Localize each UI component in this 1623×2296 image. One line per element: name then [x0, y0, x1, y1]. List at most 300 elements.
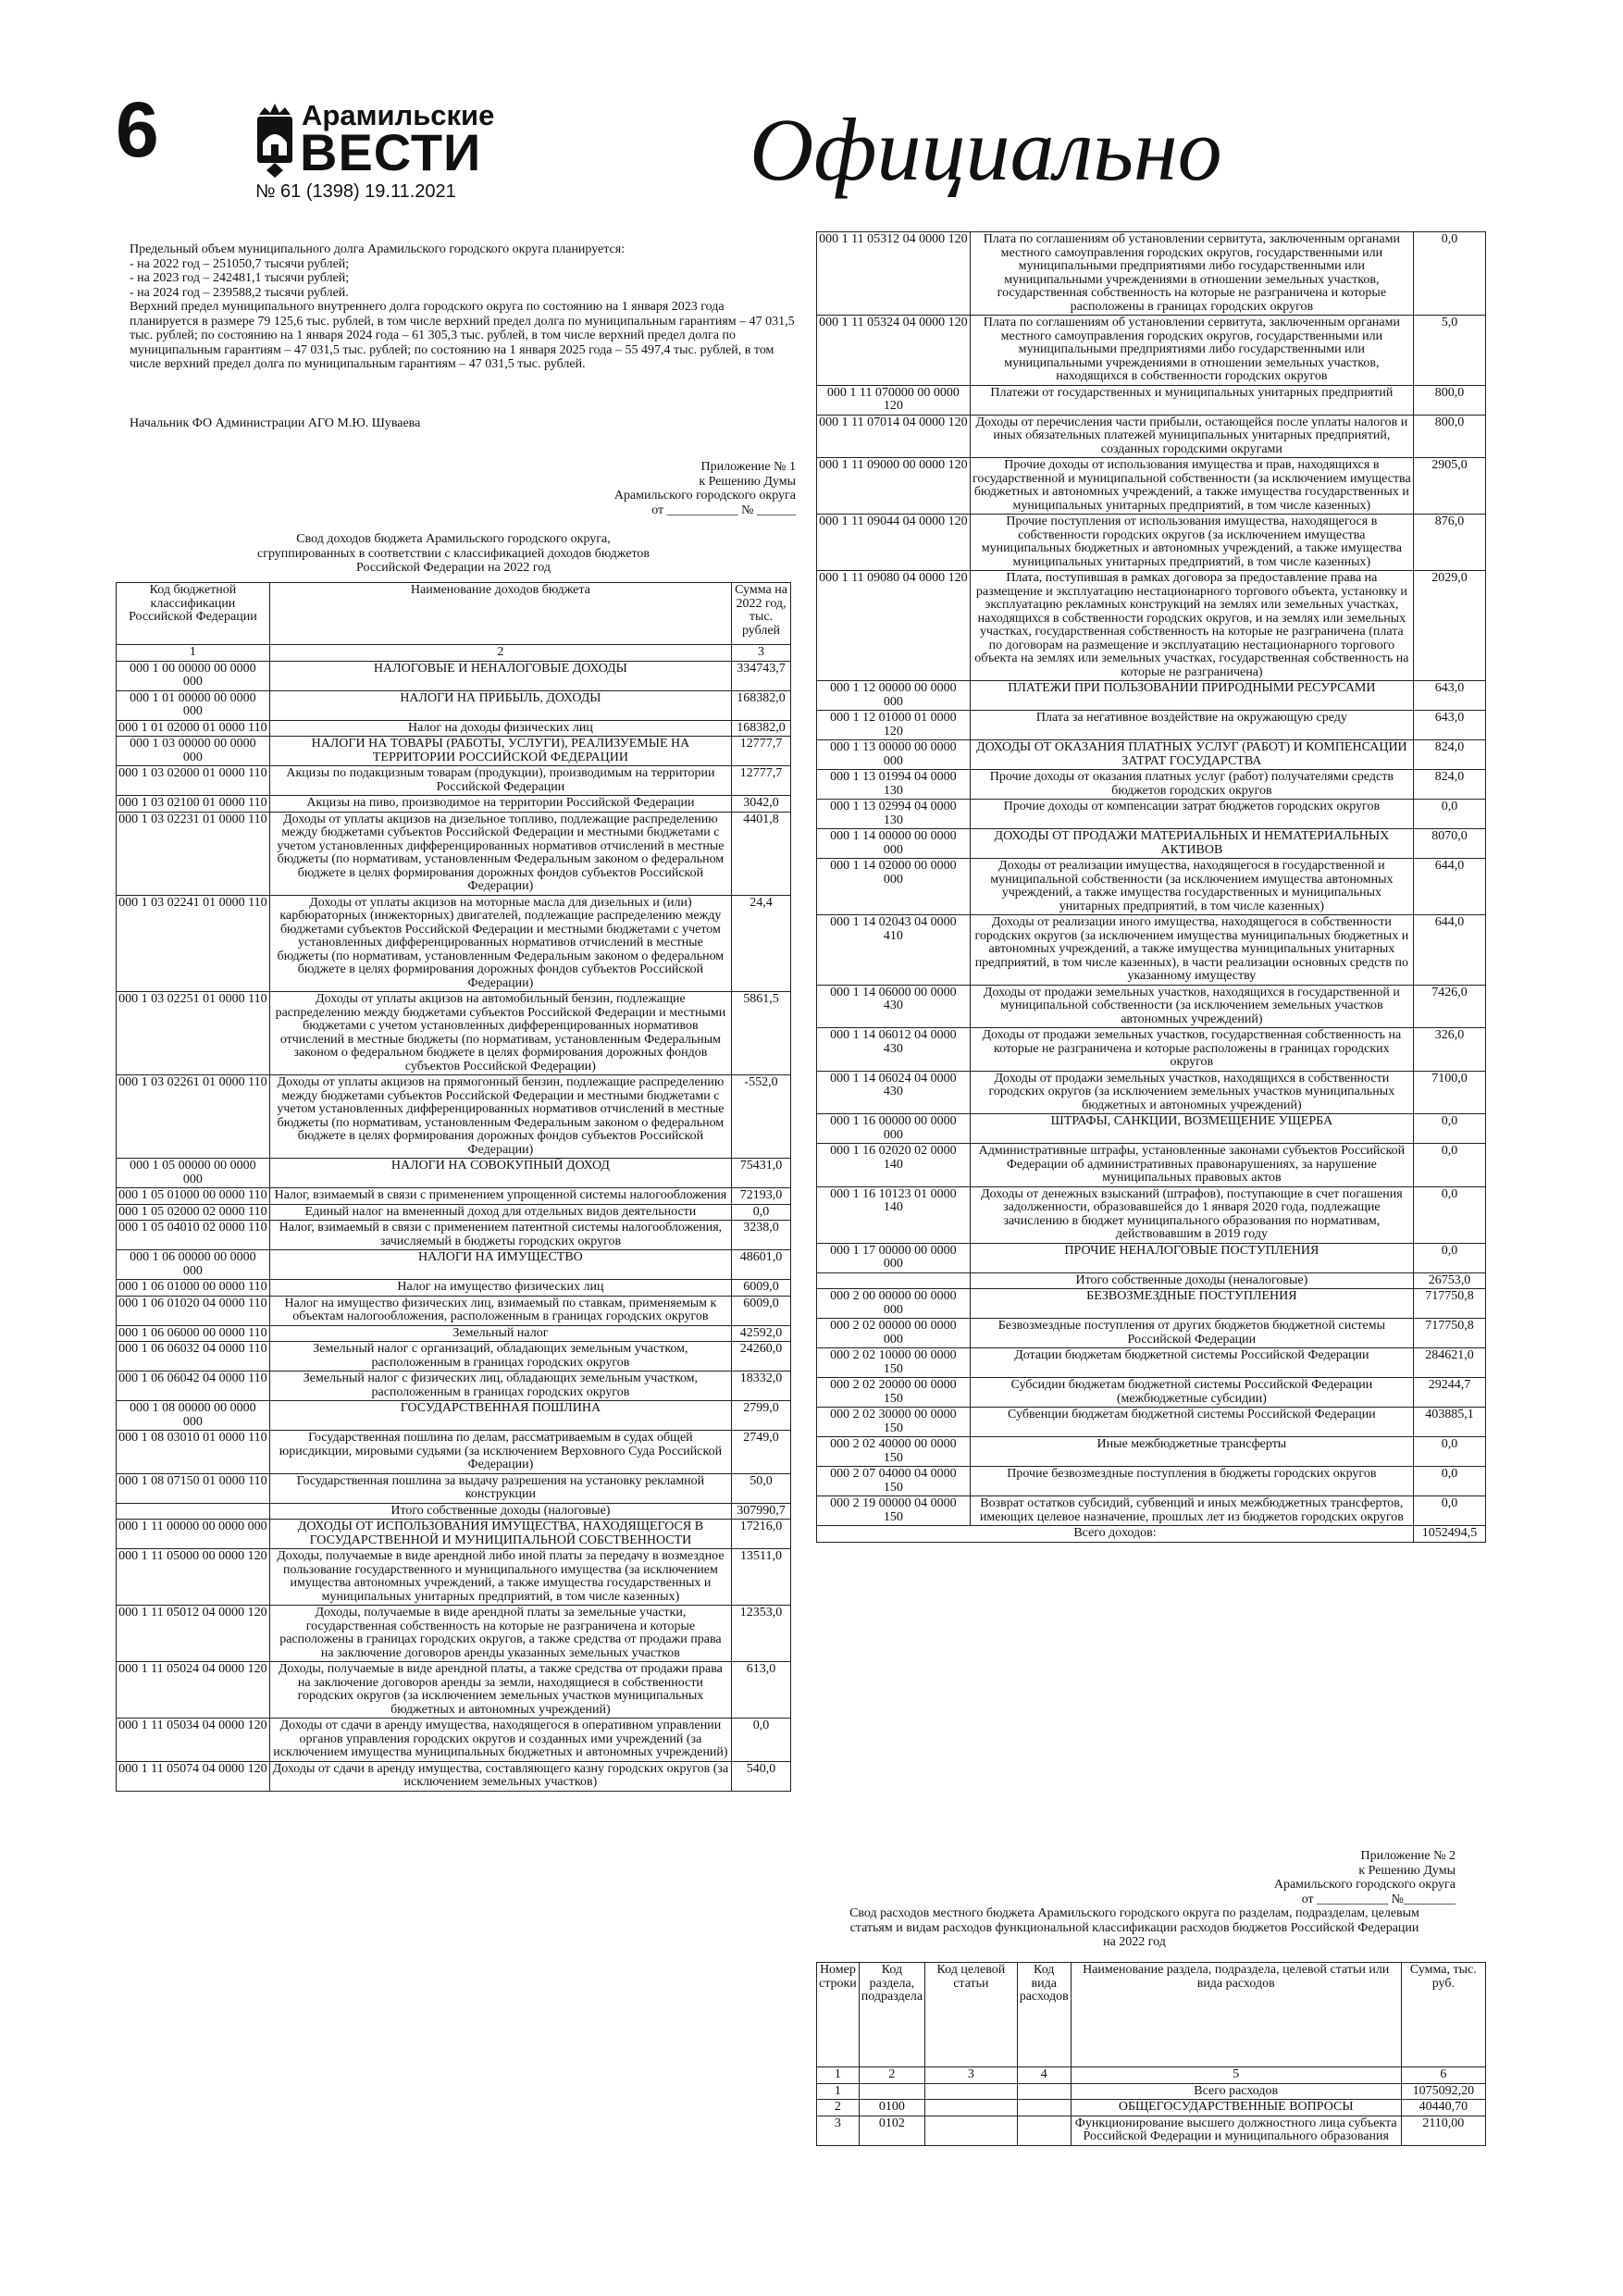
income-name: Доходы от реализации иного имущества, находящегося в собственности городских округов (за исключением имущества муниципальных бюджетных и автономных учреждений, а также имущества муниципальных унитарных предприятий, в том числе казенных), в части реализации основных средств по указанному имуществу — [970, 915, 1413, 986]
amount: 3238,0 — [732, 1221, 791, 1250]
income-name: Доходы, получаемые в виде арендной платы, а также средства от продажи права на заключение договоров аренды за земли, находящиеся в собственности городских округов (за исключением земельных участков муниципальных бюджетных и автономных учреждений) — [269, 1662, 731, 1719]
note-line: Приложение № 2 — [1360, 1849, 1456, 1863]
column-number: 3 — [925, 2067, 1018, 2084]
income-name: Платежи от государственных и муниципальных унитарных предприятий — [970, 385, 1413, 415]
budget-code: 000 1 05 04010 02 0000 110 — [117, 1221, 270, 1250]
budget-code: 000 1 14 02043 04 0000 410 — [817, 915, 971, 986]
table-row — [117, 812, 791, 895]
table-row — [117, 1549, 791, 1606]
budget-code: 000 1 11 09044 04 0000 120 — [817, 515, 971, 571]
amount: 2029,0 — [1414, 571, 1486, 681]
budget-code — [117, 1503, 270, 1520]
budget-code: 000 1 05 01000 00 0000 110 — [117, 1188, 270, 1205]
budget-code: 000 1 03 00000 00 0000 000 — [117, 737, 270, 766]
income-name: Иные межбюджетные трансферты — [970, 1437, 1413, 1467]
budget-code: 000 1 11 05312 04 0000 120 — [817, 232, 971, 316]
budget-code: 000 1 11 09080 04 0000 120 — [817, 571, 971, 681]
amount: 168382,0 — [732, 690, 791, 720]
target-code — [925, 2083, 1018, 2100]
amount: 334743,7 — [732, 661, 791, 690]
table-row — [817, 2116, 1486, 2145]
kind-code — [1017, 2100, 1071, 2116]
income-name: Доходы, получаемые в виде арендной либо иной платы за передачу в возмездное пользование государственного и муниципального имущества (за исключением имущества автономных учреждений, а также имущества государственных и муниципальных унитарных предприятий, в том числе казенных) — [269, 1549, 731, 1606]
budget-code: 000 1 14 06024 04 0000 430 — [817, 1071, 971, 1114]
amount: 6009,0 — [732, 1280, 791, 1297]
income-name: ПРОЧИЕ НЕНАЛОГОВЫЕ ПОСТУПЛЕНИЯ — [970, 1243, 1413, 1272]
table-row — [817, 859, 1486, 915]
razdel-code — [859, 2083, 924, 2100]
amount: 284621,0 — [1414, 1348, 1486, 1378]
column-number: 1 — [117, 645, 270, 662]
page-number: 6 — [116, 86, 159, 173]
caption-line: на 2022 год — [1103, 1935, 1166, 1949]
income-name: Итого собственные доходы (неналоговые) — [970, 1272, 1413, 1289]
column-number: 2 — [859, 2067, 924, 2084]
amount: 75431,0 — [732, 1159, 791, 1188]
table-row — [817, 1114, 1486, 1144]
budget-code — [817, 1272, 971, 1289]
income-name: Субсидии бюджетам бюджетной системы Российской Федерации (межбюджетные субсидии) — [970, 1378, 1413, 1408]
table-row — [117, 1761, 791, 1791]
paragraph: - на 2024 год – 239588,2 тысячи рублей. — [130, 285, 349, 300]
table-row — [817, 1071, 1486, 1114]
amount: 800,0 — [1414, 385, 1486, 415]
debt-limit-text — [130, 242, 796, 372]
budget-code: 000 1 16 02020 02 0000 140 — [817, 1144, 971, 1187]
budget-code: 000 2 02 10000 00 0000 150 — [817, 1348, 971, 1378]
column-header-razdel: Код раздела, подраздела — [859, 1963, 924, 2067]
income-name: Прочие безвозмездные поступления в бюджеты городских округов — [970, 1467, 1413, 1496]
column-header-kind: Код вида расходов — [1017, 1963, 1071, 2067]
amount: 644,0 — [1414, 915, 1486, 986]
income-table-left — [116, 582, 791, 1792]
table-header-row — [817, 1963, 1486, 2067]
table-row — [817, 829, 1486, 859]
amount: 717750,8 — [1414, 1319, 1486, 1348]
income-name: ДОХОДЫ ОТ ОКАЗАНИЯ ПЛАТНЫХ УСЛУГ (РАБОТ) И КОМПЕНСАЦИИ ЗАТРАТ ГОСУДАРСТВА — [970, 740, 1413, 770]
income-name: Доходы от сдачи в аренду имущества, находящегося в оперативном управлении органов управления городских округов и созданных ими учреждений (за исключением имущества муниципальных бюджетных и автономных учреждений) — [269, 1719, 731, 1762]
column-header-sum: Сумма на 2022 год, тыс. рублей — [732, 583, 791, 645]
income-name: Прочие поступления от использования имущества, находящегося в собственности городских округов (за исключением имущества муниципальных бюджетных и автономных учреждений, а также имущества муниципальных унитарных предприятий, в том числе казенных) — [970, 515, 1413, 571]
amount: 540,0 — [732, 1761, 791, 1791]
table-row — [817, 571, 1486, 681]
budget-code: 000 2 00 00000 00 0000 000 — [817, 1289, 971, 1319]
brand-title: ВЕСТИ — [300, 123, 482, 181]
amount: 3042,0 — [732, 796, 791, 813]
table-row — [117, 992, 791, 1075]
amount: 2799,0 — [732, 1401, 791, 1431]
budget-code: 000 1 05 00000 00 0000 000 — [117, 1159, 270, 1188]
income-name: Прочие доходы от использования имущества и прав, находящихся в государственной и муниципальной собственности (за исключением имущества бюджетных и автономных учреждений, а также имущества государственных и муниципальных унитарных предприятий, в том числе казенных) — [970, 458, 1413, 515]
income-name: ПЛАТЕЖИ ПРИ ПОЛЬЗОВАНИИ ПРИРОДНЫМИ РЕСУРСАМИ — [970, 681, 1413, 711]
row-number: 2 — [817, 2100, 860, 2116]
table-row — [117, 1296, 791, 1325]
table-row — [117, 1503, 791, 1520]
table-row — [817, 1437, 1486, 1467]
table-row — [117, 796, 791, 813]
income-name: ШТРАФЫ, САНКЦИИ, ВОЗМЕЩЕНИЕ УЩЕРБА — [970, 1114, 1413, 1144]
table-row — [817, 1272, 1486, 1289]
amount: 644,0 — [1414, 859, 1486, 915]
table-row — [117, 895, 791, 992]
amount: 7100,0 — [1414, 1071, 1486, 1114]
table-row — [817, 2083, 1486, 2100]
income-name: Акцизы на пиво, производимое на территории Российской Федерации — [269, 796, 731, 813]
note-line: от ___________ №________ — [1301, 1892, 1456, 1906]
attachment-1-note — [518, 460, 796, 517]
amount: 12777,7 — [732, 737, 791, 766]
amount: 24,4 — [732, 895, 791, 992]
income-name: Государственная пошлина по делам, рассматриваемым в судах общей юрисдикции, мировыми судьями (за исключением Верховного Суда Российской Федерации) — [269, 1431, 731, 1474]
amount: 0,0 — [732, 1719, 791, 1762]
table-row — [117, 1401, 791, 1431]
table-number-row — [117, 645, 791, 662]
amount: 4401,8 — [732, 812, 791, 895]
table-header-row — [117, 583, 791, 645]
budget-code: 000 1 11 05024 04 0000 120 — [117, 1662, 270, 1719]
amount: 29244,7 — [1414, 1378, 1486, 1408]
column-header-code: Код бюджетной классификации Российской Федерации — [117, 583, 270, 645]
budget-code: 000 1 11 00000 00 0000 000 — [117, 1520, 270, 1549]
amount: 0,0 — [1414, 1437, 1486, 1467]
table-row — [117, 720, 791, 737]
table-1-caption — [116, 532, 791, 576]
budget-code: 000 2 07 04000 04 0000 150 — [817, 1467, 971, 1496]
note-line: Приложение № 1 — [700, 460, 796, 474]
income-name: Прочие доходы от компенсации затрат бюджетов городских округов — [970, 800, 1413, 829]
amount: 6009,0 — [732, 1296, 791, 1325]
budget-code: 000 1 12 00000 00 0000 000 — [817, 681, 971, 711]
budget-code: 000 1 11 05012 04 0000 120 — [117, 1606, 270, 1662]
table-row — [117, 1204, 791, 1221]
income-name: Налог на доходы физических лиц — [269, 720, 731, 737]
amount: 824,0 — [1414, 770, 1486, 800]
income-name: Плата, поступившая в рамках договора за предоставление права на размещение и эксплуатацию нестационарного торгового объекта, установку и эксплуатацию рекламных конструкций на землях или земельных участках, находящихся в собственности городских округов, и на землях или земельных участках, государственная собственность на которые не разграничена (плата по договорам на размещение и эксплуатацию нестационарного торгового объекта на землях или земельных участках, государственная собственность на которые не разграничена) — [970, 571, 1413, 681]
amount: 72193,0 — [732, 1188, 791, 1205]
amount: 0,0 — [1414, 1496, 1486, 1526]
income-name: Доходы от продажи земельных участков, находящихся в собственности городских округов (за исключением земельных участков муниципальных бюджетных и автономных учреждений) — [970, 1071, 1413, 1114]
section-title: Официально — [750, 100, 1222, 199]
budget-code: 000 1 17 00000 00 0000 000 — [817, 1243, 971, 1272]
table-row — [117, 1221, 791, 1250]
income-name: Доходы от уплаты акцизов на автомобильный бензин, подлежащие распределению между бюджетами субъектов Российской Федерации и местными бюджетами с учетом установленных дифференцированных нормативов отчислений в местные бюджеты (по нормативам, установленным Федеральным законом о федеральном бюджете в целях формирования дорожных фондов субъектов Российской Федерации) — [269, 992, 731, 1075]
budget-code: 000 2 02 30000 00 0000 150 — [817, 1408, 971, 1437]
income-name: Плата по соглашениям об установлении сервитута, заключенным органами местного самоуправления городских округов, государственными или муниципальными предприятиями либо государственными или муниципальными учреждениями в отношении земельных участков, находящихся в собственности городских округов — [970, 316, 1413, 386]
amount: 876,0 — [1414, 515, 1486, 571]
income-name: Налог на имущество физических лиц, взимаемый по ставкам, применяемым к объектам налогообложения, расположенным в границах городских округов — [269, 1296, 731, 1325]
income-name: НАЛОГИ НА ПРИБЫЛЬ, ДОХОДЫ — [269, 690, 731, 720]
budget-code: 000 1 06 06000 00 0000 110 — [117, 1325, 270, 1342]
note-line: к Решению Думы — [699, 474, 796, 489]
budget-code: 000 1 03 02261 01 0000 110 — [117, 1075, 270, 1159]
budget-code: 000 1 03 02231 01 0000 110 — [117, 812, 270, 895]
note-line: Арамильского городского округа — [613, 489, 796, 503]
table-number-row — [817, 2067, 1486, 2084]
income-name: Акцизы по подакцизным товарам (продукции), производимым на территории Российской Федерации — [269, 766, 731, 796]
caption-line: Свод доходов бюджета Арамильского городского округа, — [296, 532, 611, 546]
issue-number: № 61 (1398) 19.11.2021 — [255, 181, 456, 202]
table-row — [817, 1028, 1486, 1072]
amount: 0,0 — [1414, 1186, 1486, 1243]
budget-code: 000 1 01 02000 01 0000 110 — [117, 720, 270, 737]
budget-code: 000 2 02 40000 00 0000 150 — [817, 1437, 971, 1467]
column-number: 4 — [1017, 2067, 1071, 2084]
table-row — [817, 740, 1486, 770]
income-name: Доходы от денежных взысканий (штрафов), поступающие в счет погашения задолженности, образовавшейся до 1 января 2020 года, подлежащие зачислению в бюджет муниципального образования по нормативам, действовавшим в 2019 году — [970, 1186, 1413, 1243]
amount: 2905,0 — [1414, 458, 1486, 515]
amount: 5,0 — [1414, 316, 1486, 386]
table-row — [817, 770, 1486, 800]
amount: 26753,0 — [1414, 1272, 1486, 1289]
column-number: 1 — [817, 2067, 860, 2084]
table-row — [817, 316, 1486, 386]
amount: 0,0 — [1414, 1144, 1486, 1187]
amount: 24260,0 — [732, 1342, 791, 1371]
budget-code: 000 1 05 02000 02 0000 110 — [117, 1204, 270, 1221]
amount: 613,0 — [732, 1662, 791, 1719]
paragraph: - на 2023 год – 242481,1 тысячи рублей; — [130, 271, 350, 285]
income-name: Доходы от уплаты акцизов на прямогонный бензин, подлежащие распределению между бюджетами субъектов Российской Федерации и местными бюджетами с учетом установленных дифференцированных нормативов отчислений в местные бюджеты (по нормативам, установленным Федеральным законом о федеральном бюджете в целях формирования дорожных фондов субъектов Российской Федерации) — [269, 1075, 731, 1159]
table-row — [817, 515, 1486, 571]
income-name: НАЛОГИ НА ТОВАРЫ (РАБОТЫ, УСЛУГИ), РЕАЛИЗУЕМЫЕ НА ТЕРРИТОРИИ РОССИЙСКОЙ ФЕДЕРАЦИИ — [269, 737, 731, 766]
table-row — [817, 2100, 1486, 2116]
budget-code: 000 1 16 00000 00 0000 000 — [817, 1114, 971, 1144]
amount: 40440,70 — [1401, 2100, 1485, 2116]
amount: 17216,0 — [732, 1520, 791, 1549]
table-row — [117, 1520, 791, 1549]
table-row — [817, 1243, 1486, 1272]
attachment-2-note — [1175, 1849, 1456, 1906]
column-header-row-number: Номер строки — [817, 1963, 860, 2067]
income-name: Государственная пошлина за выдачу разрешения на установку рекламной конструкции — [269, 1473, 731, 1503]
column-header-target: Код целевой статьи — [925, 1963, 1018, 2067]
expense-name: Всего расходов — [1071, 2083, 1401, 2100]
total-amount: 1052494,5 — [1414, 1526, 1486, 1543]
total-label: Всего доходов: — [817, 1526, 1414, 1543]
amount: 0,0 — [1414, 1114, 1486, 1144]
table-row — [817, 985, 1486, 1028]
income-name: ДОХОДЫ ОТ ПРОДАЖИ МАТЕРИАЛЬНЫХ И НЕМАТЕРИАЛЬНЫХ АКТИВОВ — [970, 829, 1413, 859]
razdel-code: 0102 — [859, 2116, 924, 2145]
table-row — [817, 1496, 1486, 1526]
total-row — [817, 1526, 1486, 1543]
column-header-sum: Сумма, тыс. руб. — [1401, 1963, 1485, 2067]
amount: 0,0 — [732, 1204, 791, 1221]
table-row — [117, 1473, 791, 1503]
income-name: Единый налог на вмененный доход для отдельных видов деятельности — [269, 1204, 731, 1221]
income-name: Земельный налог — [269, 1325, 731, 1342]
table-row — [817, 232, 1486, 316]
income-name: Доходы от реализации имущества, находящегося в государственной и муниципальной собственности (за исключением имущества автономных учреждений, а также имущества государственных и муниципальных унитарных предприятий, в том числе казенных) — [970, 859, 1413, 915]
income-name: Налог, взимаемый в связи с применением упрощенной системы налогообложения — [269, 1188, 731, 1205]
budget-code: 000 1 06 01020 04 0000 110 — [117, 1296, 270, 1325]
income-name: Дотации бюджетам бюджетной системы Российской Федерации — [970, 1348, 1413, 1378]
table-row — [117, 766, 791, 796]
paragraph: Предельный объем муниципального долга Арамильского городского округа планируется: — [130, 242, 626, 256]
kind-code — [1017, 2116, 1071, 2145]
table-row — [817, 1319, 1486, 1348]
income-name: Земельный налог с организаций, обладающих земельным участком, расположенным в границах городских округов — [269, 1342, 731, 1371]
income-table-right — [816, 231, 1486, 1543]
table-row — [117, 1371, 791, 1401]
income-name: Административные штрафы, установленные законами субъектов Российской Федерации об административных правонарушениях, за нарушение муниципальных правовых актов — [970, 1144, 1413, 1187]
income-name: НАЛОГОВЫЕ И НЕНАЛОГОВЫЕ ДОХОДЫ — [269, 661, 731, 690]
income-name: Безвозмездные поступления от других бюджетов бюджетной системы Российской Федерации — [970, 1319, 1413, 1348]
table-row — [817, 458, 1486, 515]
income-name: Доходы от продажи земельных участков, находящихся в государственной и муниципальной собственности (за исключением земельных участков автономных учреждений) — [970, 985, 1413, 1028]
amount: 50,0 — [732, 1473, 791, 1503]
budget-code: 000 1 14 00000 00 0000 000 — [817, 829, 971, 859]
column-header-name: Наименование раздела, подраздела, целевой статьи или вида расходов — [1071, 1963, 1401, 2067]
column-number: 6 — [1401, 2067, 1485, 2084]
note-line: от ___________ № ______ — [651, 503, 796, 517]
table-row — [117, 737, 791, 766]
income-name: Доходы от уплаты акцизов на дизельное топливо, подлежащие распределению между бюджетами субъектов Российской Федерации и местными бюджетами с учетом установленных дифференцированных нормативов отчислений в местные бюджеты (по нормативам, установленным Федеральным законом о федеральном бюджете в целях формирования дорожных фондов субъектов Российской Федерации) — [269, 812, 731, 895]
table-row — [817, 1186, 1486, 1243]
logo-emblem-icon — [255, 102, 294, 178]
budget-code: 000 1 00 00000 00 0000 000 — [117, 661, 270, 690]
budget-code: 000 1 13 02994 04 0000 130 — [817, 800, 971, 829]
income-name: Налог, взимаемый в связи с применением патентной системы налогообложения, зачисляемый в бюджеты городских округов — [269, 1221, 731, 1250]
row-number: 3 — [817, 2116, 860, 2145]
amount: 1075092,20 — [1401, 2083, 1485, 2100]
income-name: НАЛОГИ НА ИМУЩЕСТВО — [269, 1250, 731, 1280]
income-name: Плата за негативное воздействие на окружающую среду — [970, 711, 1413, 740]
budget-code: 000 2 19 00000 04 0000 150 — [817, 1496, 971, 1526]
table-row — [117, 1325, 791, 1342]
income-name: Плата по соглашениям об установлении сервитута, заключенным органами местного самоуправления городских округов, государственными или муниципальными предприятиями либо государственными или муниципальными учреждениями в отношении земельных участков, государственная собственность на которые не разграничена и которые расположены в границах городских округов — [970, 232, 1413, 316]
budget-code: 000 2 02 00000 00 0000 000 — [817, 1319, 971, 1348]
budget-code: 000 1 06 01000 00 0000 110 — [117, 1280, 270, 1297]
amount: 5861,5 — [732, 992, 791, 1075]
column-header-name: Наименование доходов бюджета — [269, 583, 731, 645]
income-name: Доходы от перечисления части прибыли, остающейся после уплаты налогов и иных обязательных платежей муниципальных унитарных предприятий, созданных городскими округами — [970, 415, 1413, 458]
budget-code: 000 1 11 07014 04 0000 120 — [817, 415, 971, 458]
amount: 13511,0 — [732, 1549, 791, 1606]
table-row — [117, 1662, 791, 1719]
table-row — [117, 661, 791, 690]
budget-code: 000 1 06 06042 04 0000 110 — [117, 1371, 270, 1401]
amount: 800,0 — [1414, 415, 1486, 458]
column-number: 2 — [269, 645, 731, 662]
amount: 8070,0 — [1414, 829, 1486, 859]
table-row — [117, 1250, 791, 1280]
budget-code: 000 1 13 01994 04 0000 130 — [817, 770, 971, 800]
table-row — [817, 385, 1486, 415]
amount: 0,0 — [1414, 1467, 1486, 1496]
amount: 12353,0 — [732, 1606, 791, 1662]
amount: 0,0 — [1414, 1243, 1486, 1272]
budget-code: 000 1 13 00000 00 0000 000 — [817, 740, 971, 770]
expense-name: ОБЩЕГОСУДАРСТВЕННЫЕ ВОПРОСЫ — [1071, 2100, 1401, 2116]
brand-subtitle: Арамильские — [302, 99, 495, 131]
budget-code: 000 1 11 09000 00 0000 120 — [817, 458, 971, 515]
paragraph: Верхний предел муниципального внутреннего долга городского округа по состоянию на 1 января 2023 года планируется в размере 79 125,6 тыс. рублей, в том числе верхний предел долга по муниципальным гарантиям – 47 031,5 тыс. рублей; по состоянию на 1 января 2024 года – 61 305,3 тыс. рублей, в том числе верхний предел долга по муниципальным гарантиям – 47 031,5 тыс. рублей; по состоянию на 1 января 2025 года – 55 497,4 тыс. рублей, в том числе верхний предел долга по муниципальным гарантиям – 47 031,5 тыс. рублей. — [130, 300, 795, 371]
income-name: Земельный налог с физических лиц, обладающих земельным участком, расположенным в границах городских округов — [269, 1371, 731, 1401]
kind-code — [1017, 2083, 1071, 2100]
table-row — [817, 1467, 1486, 1496]
amount: 403885,1 — [1414, 1408, 1486, 1437]
amount: -552,0 — [732, 1075, 791, 1159]
amount: 7426,0 — [1414, 985, 1486, 1028]
column-number: 5 — [1071, 2067, 1401, 2084]
budget-code: 000 1 08 00000 00 0000 000 — [117, 1401, 270, 1431]
amount: 42592,0 — [732, 1325, 791, 1342]
income-name: Доходы от уплаты акцизов на моторные масла для дизельных и (или) карбюраторных (инжекторных) двигателей, подлежащие распределению между бюджетами субъектов Российской Федерации и местными бюджетами с учетом установленных дифференцированных нормативов отчислений в местные бюджеты (по нормативам, установленным Федеральным законом о федеральном бюджете в целях формирования дорожных фондов субъектов Российской Федерации) — [269, 895, 731, 992]
table-row — [117, 1159, 791, 1188]
table-row — [817, 1408, 1486, 1437]
income-name: НАЛОГИ НА СОВОКУПНЫЙ ДОХОД — [269, 1159, 731, 1188]
paragraph: - на 2022 год – 251050,7 тысячи рублей; — [130, 256, 350, 271]
table-row — [117, 1188, 791, 1205]
income-name: Прочие доходы от оказания платных услуг (работ) получателями средств бюджетов городских округов — [970, 770, 1413, 800]
table-3-caption — [801, 1906, 1468, 1950]
budget-code: 000 1 08 03010 01 0000 110 — [117, 1431, 270, 1474]
income-name: Субвенции бюджетам бюджетной системы Российской Федерации — [970, 1408, 1413, 1437]
target-code — [925, 2116, 1018, 2145]
table-row — [817, 681, 1486, 711]
budget-code: 000 1 06 00000 00 0000 000 — [117, 1250, 270, 1280]
target-code — [925, 2100, 1018, 2116]
expenses-table — [816, 1962, 1486, 2146]
income-name: ГОСУДАРСТВЕННАЯ ПОШЛИНА — [269, 1401, 731, 1431]
amount: 643,0 — [1414, 681, 1486, 711]
amount: 18332,0 — [732, 1371, 791, 1401]
table-row — [117, 1431, 791, 1474]
budget-code: 000 1 11 05324 04 0000 120 — [817, 316, 971, 386]
amount: 12777,7 — [732, 766, 791, 796]
table-row — [817, 711, 1486, 740]
budget-code: 000 1 14 06000 00 0000 430 — [817, 985, 971, 1028]
note-line: Арамильского городского округа — [1273, 1878, 1456, 1892]
table-row — [117, 690, 791, 720]
table-row — [817, 915, 1486, 986]
income-name: Налог на имущество физических лиц — [269, 1280, 731, 1297]
caption-line: статьям и видам расходов функциональной классификации расходов бюджетов Российской Федерации — [849, 1920, 1419, 1935]
amount: 824,0 — [1414, 740, 1486, 770]
amount: 2110,00 — [1401, 2116, 1485, 2145]
table-row — [817, 1289, 1486, 1319]
table-row — [117, 1606, 791, 1662]
income-name: БЕЗВОЗМЕЗДНЫЕ ПОСТУПЛЕНИЯ — [970, 1289, 1413, 1319]
income-name: Доходы, получаемые в виде арендной платы за земельные участки, государственная собственность на которые не разграничена и которые расположены в границах городских округов, а также средства от продажи права на заключение договоров аренды указанных земельных участков — [269, 1606, 731, 1662]
budget-code: 000 1 03 02000 01 0000 110 — [117, 766, 270, 796]
caption-line: Свод расходов местного бюджета Арамильского городского округа по разделам, подразделам, целевым — [849, 1906, 1419, 1920]
razdel-code: 0100 — [859, 2100, 924, 2116]
budget-code: 000 1 01 00000 00 0000 000 — [117, 690, 270, 720]
amount: 168382,0 — [732, 720, 791, 737]
income-name: ДОХОДЫ ОТ ИСПОЛЬЗОВАНИЯ ИМУЩЕСТВА, НАХОДЯЩЕГОСЯ В ГОСУДАРСТВЕННОЙ И МУНИЦИПАЛЬНОЙ СОБСТВЕННОСТИ — [269, 1520, 731, 1549]
row-number: 1 — [817, 2083, 860, 2100]
budget-code: 000 1 16 10123 01 0000 140 — [817, 1186, 971, 1243]
table-row — [817, 1144, 1486, 1187]
signature-line: Начальник ФО Администрации АГО М.Ю. Шуваева — [130, 416, 421, 430]
amount: 326,0 — [1414, 1028, 1486, 1072]
budget-code: 000 2 02 20000 00 0000 150 — [817, 1378, 971, 1408]
amount: 307990,7 — [732, 1503, 791, 1520]
table-row — [117, 1342, 791, 1371]
expense-name: Функционирование высшего должностного лица субъекта Российской Федерации и муниципального образования — [1071, 2116, 1401, 2145]
amount: 2749,0 — [732, 1431, 791, 1474]
amount: 643,0 — [1414, 711, 1486, 740]
table-row — [817, 415, 1486, 458]
budget-code: 000 1 03 02241 01 0000 110 — [117, 895, 270, 992]
budget-code: 000 1 12 01000 01 0000 120 — [817, 711, 971, 740]
amount: 0,0 — [1414, 232, 1486, 316]
table-row — [117, 1280, 791, 1297]
income-name: Возврат остатков субсидий, субвенций и иных межбюджетных трансфертов, имеющих целевое назначение, прошлых лет из бюджетов городских округов — [970, 1496, 1413, 1526]
income-name: Доходы от сдачи в аренду имущества, составляющего казну городских округов (за исключением земельных участков) — [269, 1761, 731, 1791]
